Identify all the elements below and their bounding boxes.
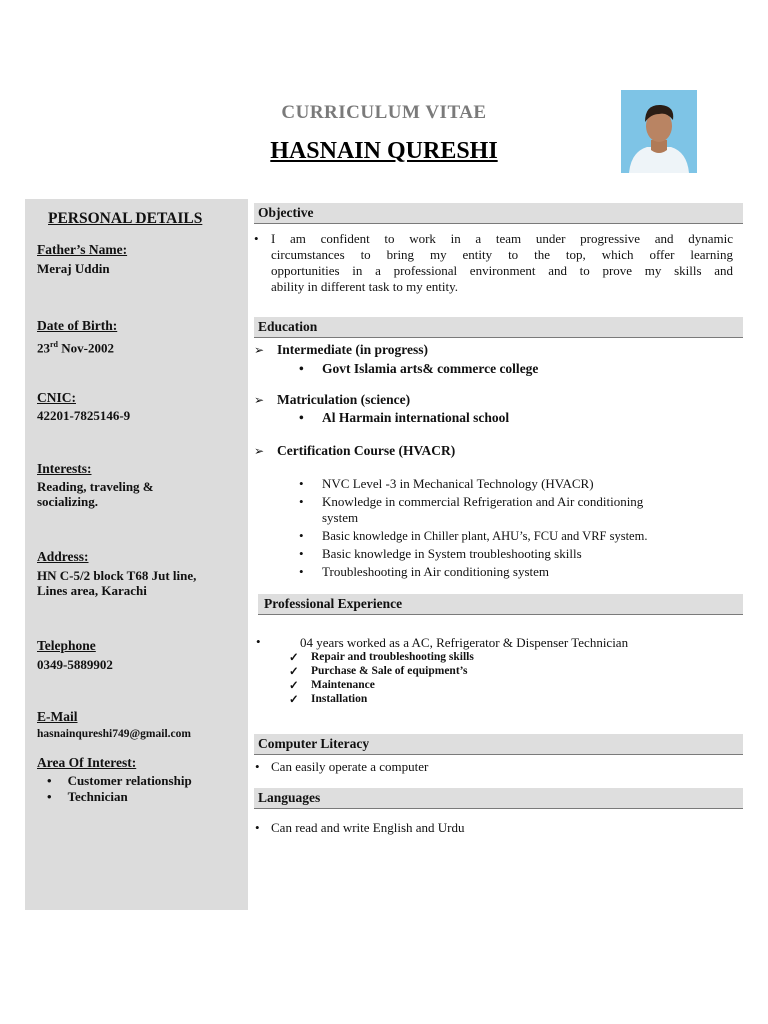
bullet-icon: • — [299, 528, 304, 543]
experience-header: Professional Experience — [258, 594, 743, 615]
cert-item-continued: system — [322, 510, 359, 525]
area-item: • Customer relationship — [47, 773, 192, 788]
personal-details-title: PERSONAL DETAILS — [48, 210, 203, 227]
computer-literacy-header: Computer Literacy — [254, 734, 743, 755]
area-of-interest-label: Area Of Interest: — [37, 755, 137, 770]
experience-summary: 04 years worked as a AC, Refrigerator & Dispenser Technician — [300, 635, 629, 650]
arrow-bullet-icon: ➢ — [254, 393, 265, 407]
arrow-bullet-icon: ➢ — [254, 343, 265, 357]
address-label: Address: — [37, 549, 89, 564]
telephone-label: Telephone — [37, 638, 96, 653]
check-icon: ✓ — [289, 666, 299, 678]
email-label: E-Mail — [37, 709, 78, 724]
check-icon: ✓ — [289, 680, 299, 692]
bullet-icon: • — [299, 476, 304, 491]
candidate-name: HASNAIN QURESHI — [270, 138, 498, 164]
experience-skill: Repair and troubleshooting skills — [311, 651, 474, 663]
education-matric: Matriculation (science) — [277, 392, 411, 407]
bullet-icon: • — [299, 546, 304, 561]
father-name-value: Meraj Uddin — [37, 261, 110, 276]
education-intermediate: Intermediate (in progress) — [277, 342, 428, 357]
experience-skill: Installation — [311, 693, 368, 705]
telephone-value: 0349-5889902 — [37, 657, 113, 672]
cert-item: Knowledge in commercial Refrigeration and Air conditioning — [322, 494, 644, 509]
computer-literacy-text: Can easily operate a computer — [271, 759, 429, 774]
bullet-icon: • — [299, 410, 304, 425]
experience-skill: Purchase & Sale of equipment’s — [311, 665, 468, 677]
education-matric-school: Al Harmain international school — [322, 410, 510, 425]
education-intermediate-school: Govt Islamia arts& commerce college — [322, 361, 539, 376]
father-name-label: Father’s Name: — [37, 242, 128, 257]
interests-line-2: socializing. — [37, 494, 99, 509]
bullet-icon: • — [47, 773, 52, 788]
address-line-1: HN C-5/2 block T68 Jut line, — [37, 568, 197, 583]
education-certification: Certification Course (HVACR) — [277, 443, 456, 458]
check-icon: ✓ — [289, 652, 299, 664]
objective-header: Objective — [254, 203, 743, 224]
objective-text: I am confident to work in a team under progressive and dynamic circumstances to bring my entity to the top, which offer learning opportunities in a professional environment and to prove my skills and ability in different task to my entity. — [271, 231, 733, 294]
email-value: hasnainqureshi749@gmail.com — [37, 728, 191, 740]
bullet-icon: • — [299, 361, 304, 376]
bullet-icon: • — [299, 494, 304, 509]
check-icon: ✓ — [289, 694, 299, 706]
address-line-2: Lines area, Karachi — [37, 583, 147, 598]
area-item: • Technician — [47, 789, 128, 804]
bullet-icon: • — [299, 564, 304, 579]
cert-item: Troubleshooting in Air conditioning system — [322, 564, 550, 579]
profile-photo — [621, 90, 697, 173]
cnic-value: 42201-7825146-9 — [37, 408, 131, 423]
interests-line-1: Reading, traveling & — [37, 479, 154, 494]
cert-item: Basic knowledge in System troubleshooting skills — [322, 546, 582, 561]
arrow-bullet-icon: ➢ — [254, 444, 265, 458]
languages-header: Languages — [254, 788, 743, 809]
dob-value: 23rd Nov-2002 — [37, 340, 114, 356]
bullet-icon: • — [255, 759, 260, 774]
bullet-icon: • — [254, 231, 259, 246]
education-header: Education — [254, 317, 743, 338]
experience-skill: Maintenance — [311, 679, 375, 691]
dob-label: Date of Birth: — [37, 318, 118, 333]
bullet-icon: • — [255, 820, 260, 835]
cnic-label: CNIC: — [37, 390, 76, 405]
cert-item: NVC Level -3 in Mechanical Technology (HVACR) — [322, 476, 594, 491]
languages-text: Can read and write English and Urdu — [271, 820, 465, 835]
cert-item: Basic knowledge in Chiller plant, AHU’s, FCU and VRF system. — [322, 529, 648, 543]
interests-label: Interests: — [37, 461, 92, 476]
bullet-icon: • — [256, 634, 261, 649]
cv-title: CURRICULUM VITAE — [281, 102, 487, 123]
bullet-icon: • — [47, 789, 52, 804]
